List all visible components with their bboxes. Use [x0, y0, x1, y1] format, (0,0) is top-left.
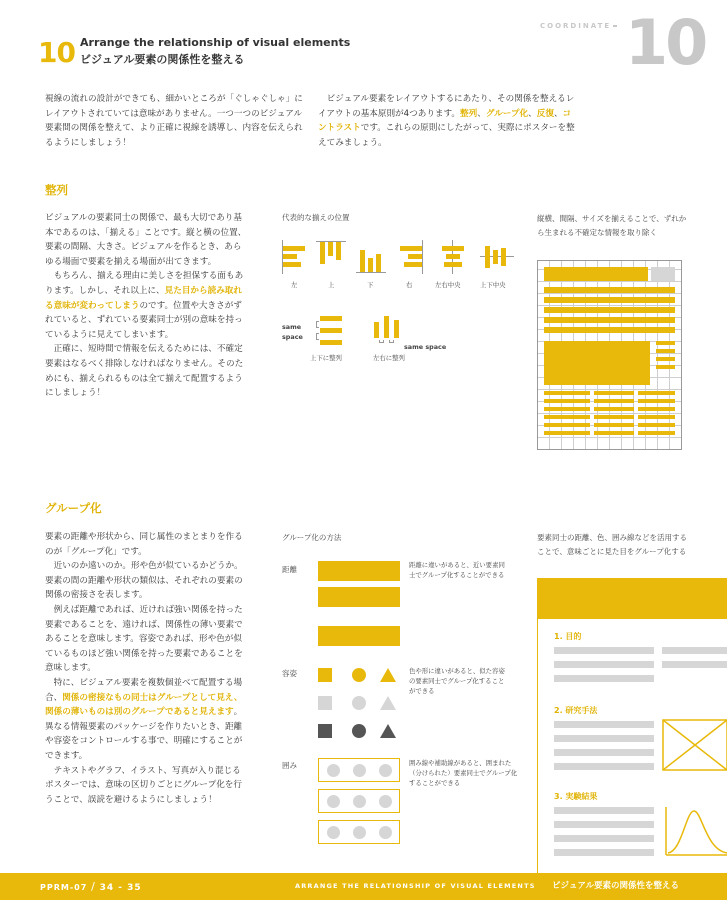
chapter-number: 10	[38, 36, 75, 69]
enclosure-group	[318, 758, 400, 844]
label-vertical-align: 上下に整列	[310, 354, 342, 362]
triangle-icon	[380, 668, 396, 682]
align-right-icon	[396, 240, 426, 274]
section-heading-group: グループ化	[45, 501, 102, 515]
same-space-vertical-icon	[316, 316, 346, 346]
section-heading-align: 整列	[45, 183, 68, 197]
align-label-left: 左	[291, 281, 298, 289]
chapter-title-en: Arrange the relationship of visual elements	[80, 36, 351, 49]
circle-icon	[352, 696, 366, 710]
distance-bar-3	[318, 626, 400, 646]
group-diagram-title: グループ化の方法	[282, 533, 342, 542]
same-space-horizontal-icon	[372, 316, 402, 346]
align-diagram-title: 代表的な揃えの位置	[282, 213, 350, 222]
triangle-icon	[380, 696, 396, 710]
align-center-v-icon	[480, 242, 514, 272]
square-icon	[318, 668, 332, 682]
circle-icon	[352, 724, 366, 738]
big-number: 10	[625, 6, 706, 79]
align-diagram	[280, 232, 520, 372]
appearance-note: 色や形に違いがあると、似た容姿の要素同士でグループ化することができる	[409, 667, 505, 695]
poster-item-1: 1. 目的	[554, 632, 582, 641]
align-label-center-h: 左右中央	[435, 281, 461, 289]
align-left-icon	[280, 240, 308, 274]
align-label-right: 右	[406, 281, 413, 289]
group-text: 要素の距離や形状から、同じ属性のまとまりを作るのが「グループ化」です。 近いのか遠いのか。形や色が似ているかどうか。要素の間の距離や形状の類似は、それぞれの要素の関係の密接さを表します。 例えば距離であれば、近ければ強い関係を持った要素であることを、遠ければ、関係性の薄い要素であることを意味します。容姿であれば、形や色が似ているものほど強い関係を持った要素であることを意味します。 特に、ビジュアル要素を複数個並べて配置する場合、関係の密接なもの同士はグループとして見え、関係の薄いものは別のグループであると見えます。異なる情報要素のパッケージを作りたいとき、距離や容姿をコントロールする事で、明確にすることができます。 テキストやグラフ、イラスト、写真が入り混じるポスターでは、意味の区切りごとにグループ化を行うことで、誤読を避けるようにしましょう！	[45, 532, 243, 805]
sample-poster	[537, 578, 727, 873]
poster-item-2: 2. 研究手法	[554, 706, 598, 715]
footer-title-jp: ビジュアル要素の関係性を整える	[552, 881, 679, 891]
coordinate-label: COORDINATE	[540, 22, 617, 30]
square-icon	[318, 696, 332, 710]
placeholder-image-icon	[662, 719, 727, 771]
footer-left: PPRM-07 / 34 - 35	[40, 880, 142, 893]
same-space-label-1: same space	[282, 323, 303, 341]
triangle-icon	[380, 724, 396, 738]
group-caption: 要素同士の距離、色、囲み線などを活用することで、意味ごとに見た目をグループ化する	[537, 533, 687, 556]
intro-left: 視線の流れの設計ができても、細かいところが「ぐしゃぐしゃ」にレイアウトされていては意味がありません。一つ一つのビジュアル要素間の関係を整えて、より正確に視線を誘導し、内容を伝えられるようにしましょう！	[45, 94, 303, 148]
align-label-top: 上	[328, 281, 335, 289]
poster-item-3: 3. 実験結果	[554, 792, 598, 801]
distance-label: 距離	[282, 565, 297, 574]
enclosure-note: 囲み線や補助線があると、囲まれた（分けられた）要素同士でグループ化することができる	[409, 759, 518, 787]
align-label-center-v: 上下中央	[480, 281, 506, 289]
align-caption: 縦横、間隔、サイズを揃えることで、ずれから生まれる不確定な情報を取り除く	[537, 214, 687, 237]
align-top-icon	[316, 238, 346, 272]
align-label-bottom: 下	[367, 281, 374, 289]
enclosure-label: 囲み	[282, 761, 297, 770]
footer-title-en: ARRANGE THE RELATIONSHIP OF VISUAL ELEMENTS	[295, 882, 536, 890]
align-center-h-icon	[438, 240, 468, 274]
appearance-label: 容姿	[282, 669, 297, 678]
appearance-grid	[318, 668, 408, 738]
curve-graph-icon	[662, 803, 727, 859]
intro-right: ビジュアル要素をレイアウトするにあたり、その関係を整えるレイアウトの基本原則が4つあります。整列、グループ化、反復、コントラストです。これらの原則にしたがって、実際にポスターを整えてみましょう。	[318, 94, 575, 148]
distance-bar-1	[318, 561, 400, 581]
same-space-label-2: same space	[404, 343, 447, 351]
circle-icon	[352, 668, 366, 682]
distance-bar-2	[318, 587, 400, 607]
align-bottom-icon	[356, 242, 386, 274]
chapter-title-jp: ビジュアル要素の関係性を整える	[80, 53, 245, 66]
distance-note: 距離に違いがあると、近い要素同士でグループ化することができる	[409, 561, 505, 579]
square-icon	[318, 724, 332, 738]
label-horizontal-align: 左右に整列	[373, 354, 405, 362]
align-text: ビジュアルの要素同士の関係で、最も大切であり基本であるのは、「揃える」ことです。縦と横の位置、要素の間隔、大きさ。ビジュアルを作るとき、あらゆる場面で要素を揃える場面が出てきます。 もちろん、揃える理由に美しさを担保する面もあります。しかし、それ以上に、見た目から読み取れる意味が変わってしまうのです。位置や大きさがずれていると、ずれている要素同士が別の意味を持っているように見えてしまいます。 正確に、短時間で情報を伝えるためには、不確定要素はなるべく排除しなければなりません。そのためにも、揃えられるものは全て揃えて配置するようにしましょう！	[45, 213, 247, 399]
grid-poster	[537, 260, 682, 450]
